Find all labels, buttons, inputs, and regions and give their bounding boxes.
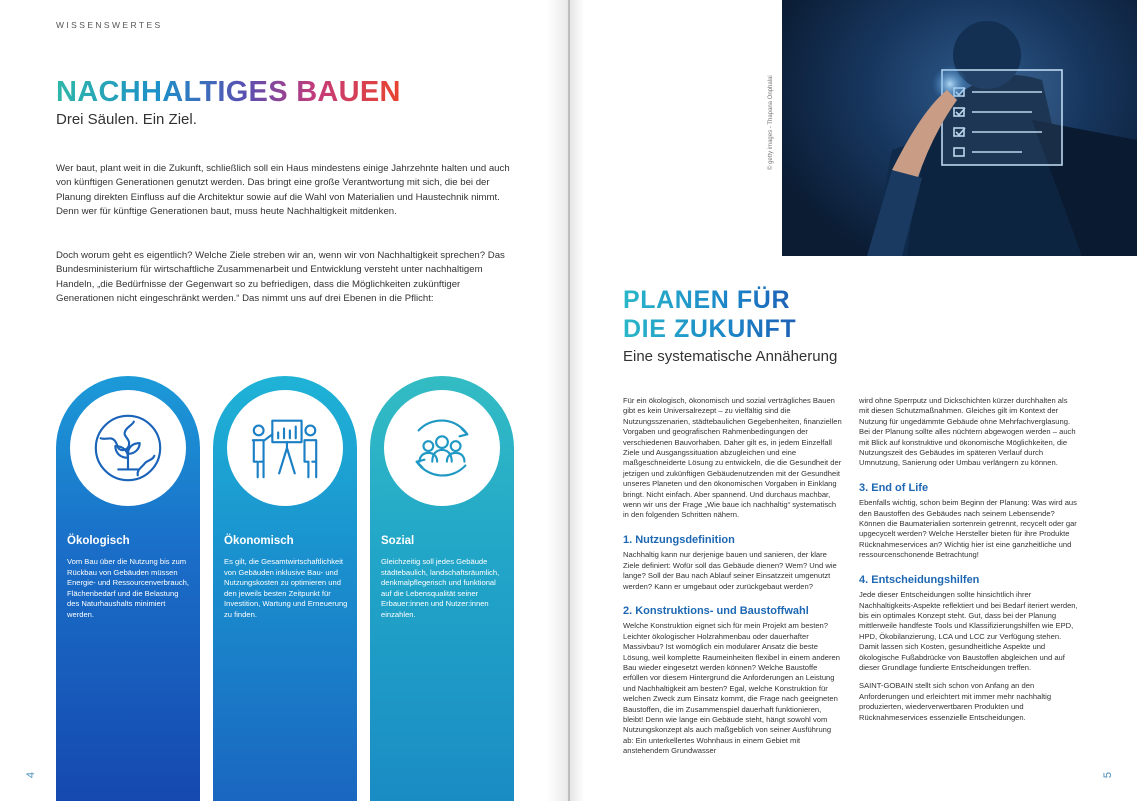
right-page [570, 0, 1137, 801]
pillar-sozial [370, 376, 514, 801]
body-paragraph: wird ohne Sperrputz und Dickschichten kürzer durchhalten als mit diesen Schutzmaßnahmen. Gleiches gilt im Kontext der Nutzung für ungedämmte Gebäude ohne Mehrfachverglasung. Bei der Planung sollte alles nüchtern abgewogen werden – auch mit Blick auf konstruktive und ökonomische Möglichkeiten, die Nutzungszeit des Gebäudes im späteren Verlauf durch Umnutzung, Sanierung oder Umbau verlängern zu können. [859, 396, 1076, 468]
subheading: 2. Konstruktions- und Baustoffwahl [623, 604, 809, 617]
pillar-oekologisch [56, 376, 200, 801]
body-paragraph: Welche Konstruktion eignet sich für mein Projekt am besten? Leichter ökologischer Holzrahmenbau oder dauerhafter Massivbau? Ist womöglich ein modularer Ansatz die beste Lösung, weil komplette Raumeinheiten flexibel in einem anderen Bau wieder eingesetzt werden können? Welche Baustoffe erfüllen vor diesem Hintergrund die Anforderungen an Leistung und Nachhaltigkeit am besten? Egal, welche Konstruktion für welchen Zweck zum Einsatz kommt, die Frage nach geeigneten Baustoffen, die im Zusammenspiel dauerhaft funktionieren, bleibt! Denn wie lange ein Gebäude steht, hängt sowohl vom Nutzungskonzept als auch maßgeblich von seiner Ausführung ab: Ein unterkellertes Wohnhaus in einem Gebiet mit anstehendem Grundwasser [623, 621, 840, 756]
running-head: WISSENSWERTES [56, 20, 163, 30]
body-paragraph: Für ein ökologisch, ökonomisch und sozial verträgliches Bauen gibt es kein Universalrezept – zu vielfältig sind die Nutzungsszenarien, städtebaulichen Gegebenheiten, finanziellen Vorgaben und geografischen Rahmenbedingungen der verschiedenen Bauvorhaben. Daher gilt es, in jedem Einzelfall Ziele und Ausgangssituation abzugleichen und eine maßgeschneiderte Lösung zu entwickeln, die die Gesundheit der jetzigen und zukünftigen Gebäudenutzenden mit der Gesundheit unseres Planeten und den ökonomischen Vorgaben in Einklang bringt. Nicht einfach. Aber spannend. Und durchaus machbar, wenn wir uns der Frage „Wie baue ich nachhaltig“ systematisch in den folgenden Schritten nähern. [623, 396, 842, 520]
page-number: 4 [25, 771, 38, 779]
section-title-line: DIE ZUKUNFT [623, 315, 797, 343]
body-paragraph: Ebenfalls wichtig, schon beim Beginn der Planung: Was wird aus den Baustoffen des Gebäudes nach seinem Lebensende? Können die Baumaterialien sortenrein getrennt, recycelt oder gar upgecycelt werden? Welche Hersteller bieten für ihre Produkte Rücknahmeservices an? Wichtig hier ist eine ganzheitliche und ressourcenschonende Betrachtung! [859, 498, 1077, 560]
body-paragraph: Jede dieser Entscheidungen sollte hinsichtlich ihrer Nachhaltigkeits-Aspekte reflektiert und bei Bedarf iteriert werden, bis ein optimales Konzept steht. Gut, dass bei der Planung mittlerweile handfeste Tools und Klassifizierungshilfen wie EPD, HPD, Ökobilanzierung, LCA und LCC zur Verfügung stehen. Damit lassen sich Kosten, gesundheitliche Aspekte und ökologische Fußabdrücke von Baustoffen abgleichen und auf dieser Grundlage fundierte Entscheidungen treffen. [859, 590, 1078, 672]
pillar-icon-circle [384, 390, 500, 506]
pillar-heading: Sozial [381, 535, 415, 547]
section-subtitle: Eine systematische Annäherung [623, 348, 838, 365]
page-title: NACHHALTIGES BAUEN [56, 76, 401, 108]
presentation-chart-icon [246, 409, 324, 487]
subheading: 1. Nutzungsdefinition [623, 533, 735, 546]
pillar-oekonomisch [213, 376, 357, 801]
pillar-heading: Ökonomisch [224, 535, 294, 547]
subheading: 3. End of Life [859, 481, 929, 494]
photo-credit: © getty images - Thapana Onphalai [768, 75, 774, 170]
pillar-text: Gleichzeitig soll jedes Gebäude städtebaulich, landschaftsräumlich, denkmalpflegerisch und funktional auf die Lebensqualität seiner Erbauer:innen und Nutzer:innen einzahlen. [381, 557, 500, 619]
body-paragraph: Nachhaltig kann nur derjenige bauen und sanieren, der klare Ziele definiert: Wofür soll das Gebäude dienen? Wem? Und wie lange? Soll der Bau nach Ablauf seiner Einsatzzeit umgenutzt werden? Kann er umgebaut oder zurückgebaut werden? [623, 550, 837, 591]
pillar-text: Vom Bau über die Nutzung bis zum Rückbau von Gebäuden müssen Energie- und Ressourcenverbrauch, Flächenbedarf und die Belastung des Naturhaushalts minimiert werden. [67, 557, 189, 619]
globe-plant-icon [89, 409, 167, 487]
section-title [623, 286, 796, 344]
page-number: 5 [1101, 771, 1114, 779]
pillar-icon-circle [227, 390, 343, 506]
text-column-1 [623, 396, 842, 765]
photo-illustration [782, 0, 1137, 256]
people-cycle-icon [403, 409, 481, 487]
section-title-line: PLANEN FÜR [623, 286, 791, 314]
page-subtitle: Drei Säulen. Ein Ziel. [56, 111, 197, 128]
photo-hand-checklist [782, 0, 1137, 256]
pillar-icon-circle [70, 390, 186, 506]
text-column-2 [859, 396, 1078, 731]
left-page [0, 0, 568, 801]
body-paragraph: SAINT-GOBAIN stellt sich schon von Anfang an den Anforderungen und erleichtert mit immer mehr nachhaltig produzierten, wiederverwertbaren Produkten und Rücknahmeservices essenzielle Entscheidungen. [859, 681, 1052, 722]
intro-paragraph: Wer baut, plant weit in die Zukunft, schließlich soll ein Haus mindestens einige Jahrzehnte halten und auch von künftigen Generationen genutzt werden. Das bringt eine große Verantwortung mit sich, die bei der Planung direkten Einfluss auf die Architektur sowie auf die Wahl von Materialien und Haustechnik nimmt. Denn wer für künftige Generationen baut, muss heute Nachhaltigkeit mitdenken. [56, 163, 510, 217]
subheading: 4. Entscheidungshilfen [859, 573, 980, 586]
intro-paragraph: Doch worum geht es eigentlich? Welche Ziele streben wir an, wenn wir von Nachhaltigkeit sprechen? Das Bundesministerium für wirtschaftliche Zusammenarbeit und Entwicklung versteht unter nachhaltigem Handeln, „die Bedürfnisse der Gegenwart so zu befriedigen, dass die Möglichkeiten zukünftiger Generationen nicht eingeschränkt werden.“ Das nimmt uns auf drei Ebenen in die Pflicht: [56, 250, 505, 304]
pillar-heading: Ökologisch [67, 535, 130, 547]
pillar-text: Es gilt, die Gesamtwirtschaftlichkeit von Gebäuden inklusive Bau- und Nutzungskosten zu optimieren und den jeweils besten Zeitpunkt für Investition, Wartung und Erneuerung zu finden. [224, 557, 348, 619]
